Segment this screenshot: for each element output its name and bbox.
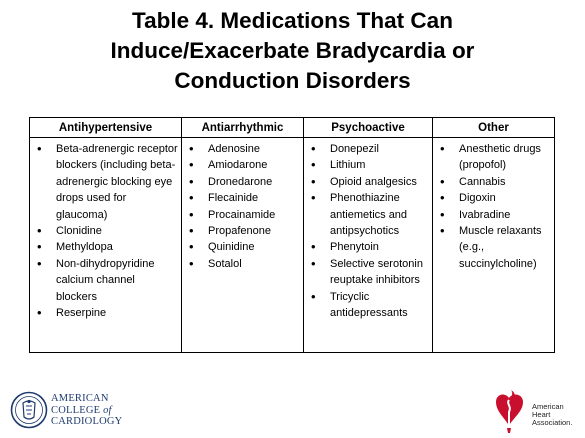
aha-line-3: Association. <box>532 418 573 427</box>
list-item: • Donepezil <box>304 141 432 157</box>
list-item: • Phenytoin <box>304 239 432 255</box>
list-item: • Cannabis <box>433 174 554 190</box>
list-item: • Selective serotonin reuptake inhibitors <box>304 256 432 289</box>
list-item: • Reserpine <box>30 305 181 321</box>
aha-wordmark <box>532 403 572 427</box>
cell-other <box>433 138 555 353</box>
list-item: • Sotalol <box>182 256 303 272</box>
title-line-3: Conduction Disorders <box>174 68 411 93</box>
acc-line-1: AMERICAN <box>51 393 109 404</box>
list-item: • Methyldopa <box>30 239 181 255</box>
list-item: • Flecainide <box>182 190 303 206</box>
antiarrhythmic-list <box>182 141 303 272</box>
acc-seal-icon <box>10 391 48 429</box>
list-item: • Tricyclic antidepressants <box>304 289 432 322</box>
list-item: • Digoxin <box>433 190 554 206</box>
slide-title <box>0 6 585 96</box>
cell-antihypertensive <box>30 138 182 353</box>
aha-line-1: American <box>532 402 564 411</box>
list-item: • Procainamide <box>182 207 303 223</box>
acc-line-3: CARDIOLOGY <box>51 416 123 427</box>
list-item: • Dronedarone <box>182 174 303 190</box>
acc-line-2: COLLEGE of <box>51 404 112 416</box>
list-item: • Non-dihydropyridine calcium channel blockers <box>30 256 181 305</box>
heart-torch-icon <box>490 386 532 434</box>
antihypertensive-list <box>30 141 181 321</box>
list-item: • Muscle relaxants (e.g., succinylcholine) <box>433 223 554 272</box>
cell-psychoactive <box>304 138 433 353</box>
table-body-row <box>30 138 555 353</box>
aha-logo <box>490 386 582 434</box>
column-header-antihypertensive: Antihypertensive <box>30 118 182 138</box>
list-item: • Propafenone <box>182 223 303 239</box>
acc-wordmark <box>51 393 122 428</box>
column-header-other: Other <box>433 118 555 138</box>
acc-logo <box>10 391 132 431</box>
aha-line-2: Heart <box>532 410 551 419</box>
other-list <box>433 141 554 272</box>
list-item: • Adenosine <box>182 141 303 157</box>
list-item: • Quinidine <box>182 239 303 255</box>
list-item: • Clonidine <box>30 223 181 239</box>
table-header-row <box>30 118 555 138</box>
psychoactive-list <box>304 141 432 321</box>
list-item: • Lithium <box>304 157 432 173</box>
list-item: • Anesthetic drugs (propofol) <box>433 141 554 174</box>
column-header-psychoactive: Psychoactive <box>304 118 433 138</box>
title-line-2: Induce/Exacerbate Bradycardia or <box>110 38 475 63</box>
list-item: • Ivabradine <box>433 207 554 223</box>
cell-antiarrhythmic <box>182 138 304 353</box>
medications-table <box>29 117 555 353</box>
list-item: • Amiodarone <box>182 157 303 173</box>
column-header-antiarrhythmic: Antiarrhythmic <box>182 118 304 138</box>
list-item: • Beta-adrenergic receptor blockers (including beta-adrenergic blocking eye drops used for glaucoma) <box>30 141 181 223</box>
title-line-1: Table 4. Medications That Can <box>132 8 453 33</box>
list-item: • Opioid analgesics <box>304 174 432 190</box>
list-item: • Phenothiazine antiemetics and antipsychotics <box>304 190 432 239</box>
